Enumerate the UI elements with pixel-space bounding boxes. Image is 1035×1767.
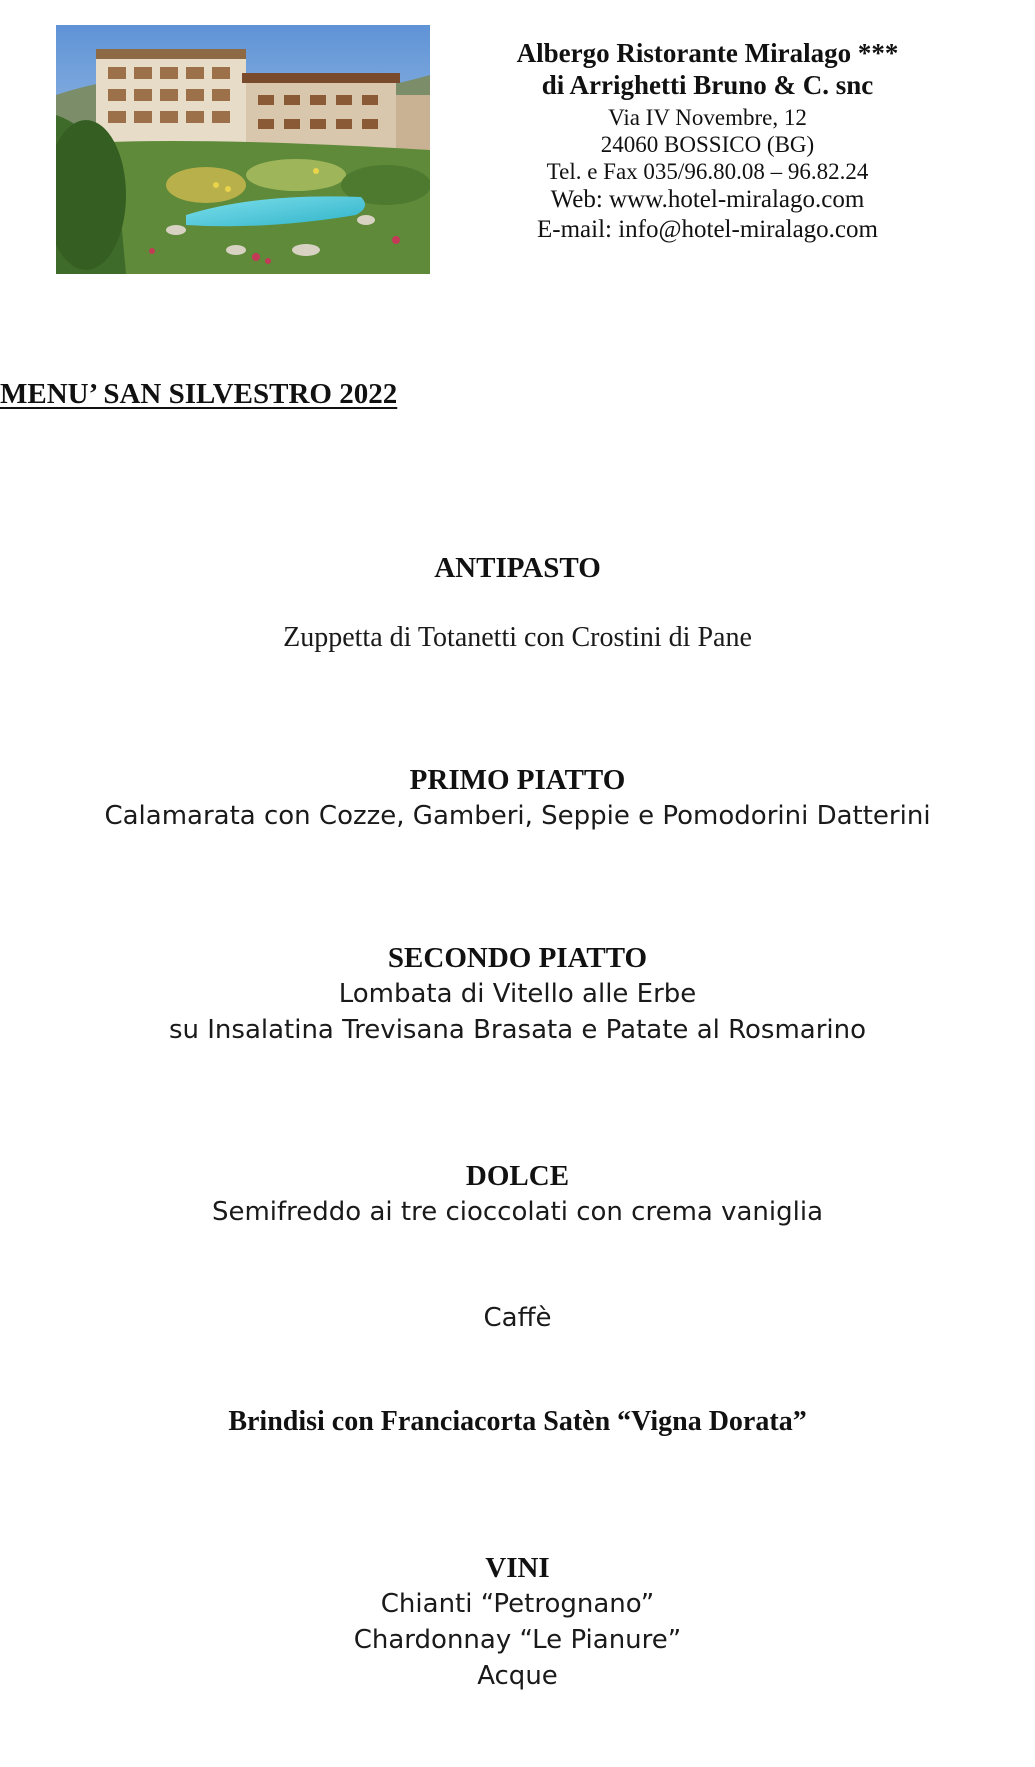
hotel-phone: Tel. e Fax 035/96.80.08 – 96.82.24 [546, 158, 869, 184]
course-caffe [0, 1300, 1035, 1336]
course-heading-primo: PRIMO PIATTO [409, 764, 626, 796]
toast-brindisi: Brindisi con Franciacorta Satèn “Vigna Dorata” [228, 1406, 807, 1437]
wine-item: Chardonnay “Le Pianure” [353, 1625, 682, 1655]
hotel-name: Albergo Ristorante Miralago *** [516, 38, 899, 68]
course-antipasto [0, 550, 1035, 656]
course-vini [0, 1550, 1035, 1694]
course-heading-antipasto: ANTIPASTO [434, 552, 601, 584]
course-primo [0, 762, 1035, 834]
course-heading-secondo: SECONDO PIATTO [387, 942, 648, 974]
dish-secondo-line2: su Insalatina Trevisana Brasata e Patate al Rosmarino [168, 1015, 867, 1045]
course-heading-dolce: DOLCE [465, 1160, 570, 1192]
course-heading-vini: VINI [485, 1552, 550, 1584]
hotel-email: E-mail: info@hotel-miralago.com [537, 215, 878, 243]
hotel-web: Web: www.hotel-miralago.com [550, 186, 865, 214]
hotel-photo [56, 25, 430, 274]
hotel-owner: di Arrighetti Bruno & C. snc [541, 69, 874, 100]
wine-item: Acque [477, 1661, 558, 1691]
hotel-address: Via IV Novembre, 12 [608, 104, 807, 130]
course-secondo [0, 940, 1035, 1048]
wine-item: Chianti “Petrognano” [380, 1589, 655, 1619]
dish-antipasto: Zuppetta di Totanetti con Crostini di Pane [283, 622, 752, 653]
hotel-contact-block [480, 38, 935, 244]
dish-caffe: Caffè [483, 1303, 552, 1333]
menu-title: MENU’ SAN SILVESTRO 2022 [0, 378, 398, 410]
course-dolce [0, 1158, 1035, 1230]
dish-secondo-line1: Lombata di Vitello alle Erbe [338, 979, 697, 1009]
dish-primo: Calamarata con Cozze, Gamberi, Seppie e Pomodorini Datterini [104, 801, 931, 831]
course-brindisi [0, 1406, 1035, 1438]
hotel-city: 24060 BOSSICO (BG) [600, 131, 815, 157]
dish-dolce: Semifreddo ai tre cioccolati con crema vaniglia [211, 1197, 824, 1227]
hotel-photo-illustration [56, 25, 430, 274]
